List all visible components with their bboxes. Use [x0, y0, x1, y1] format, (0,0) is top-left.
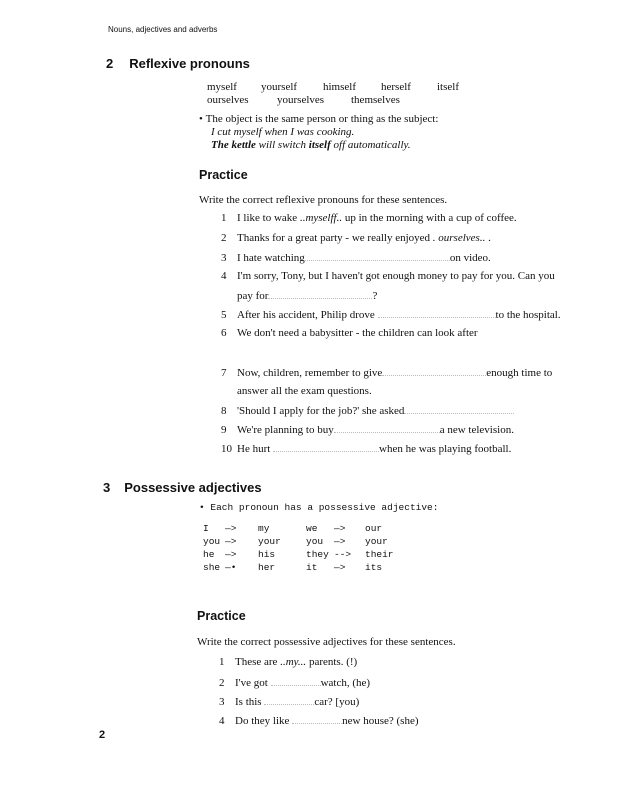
running-head: Nouns, adjectives and adverbs — [108, 25, 218, 34]
table-cell: it — [306, 562, 318, 573]
item-text: a new television. — [439, 424, 514, 436]
reflexive-pronoun-row-2 — [207, 94, 400, 106]
table-cell: its — [365, 562, 383, 573]
answer-blank[interactable] — [271, 676, 321, 686]
answer-blank[interactable] — [264, 695, 314, 705]
section-3-title: Possessive adjectives — [124, 480, 262, 495]
answer-blank[interactable] — [268, 289, 372, 299]
example-sentence-1: I cut myself when I was cooking. — [211, 126, 355, 138]
item-text: We're planning to buy — [237, 424, 334, 436]
pronoun: themselves — [351, 94, 400, 106]
table-cell: they — [306, 549, 329, 560]
item-number: 10 — [221, 443, 232, 455]
item-number: 7 — [221, 367, 227, 379]
practice-heading-2: Practice — [197, 609, 246, 623]
example-subject: The kettle — [211, 139, 256, 151]
rule-text: The object is the same person or thing as the subject: — [205, 113, 439, 125]
item-text: Is this — [235, 696, 262, 708]
answer-blank[interactable] — [305, 251, 450, 261]
exercise-item — [219, 714, 419, 727]
pronoun: myself — [207, 81, 237, 93]
rule-bullet — [199, 113, 438, 125]
bullet-icon: • — [199, 502, 205, 513]
exercise-item-continuation: answer all the exam questions. — [237, 385, 372, 397]
item-number: 2 — [219, 677, 225, 689]
item-number: 4 — [219, 715, 225, 727]
arrow-icon: —> — [334, 562, 346, 573]
answer-blank[interactable] — [404, 404, 514, 414]
item-text: to the hospital. — [495, 309, 561, 321]
table-cell: he — [203, 549, 215, 560]
exercise-item — [221, 251, 491, 264]
arrow-icon: —> — [225, 523, 237, 534]
table-row — [203, 536, 394, 549]
item-text: parents. (!) — [308, 656, 358, 668]
item-number: 2 — [221, 232, 227, 244]
item-number: 8 — [221, 405, 227, 417]
exercise-item — [221, 232, 491, 244]
item-text: when he was playing football. — [379, 443, 512, 455]
rule-text: Each pronoun has a possessive adjective: — [210, 502, 439, 513]
pronoun: herself — [381, 81, 411, 93]
item-text: He hurt — [237, 443, 271, 455]
table-cell: we — [306, 523, 318, 534]
answer-blank[interactable] — [378, 308, 496, 318]
item-text: on video. — [449, 252, 491, 264]
table-cell: your — [365, 536, 388, 547]
table-row — [203, 549, 394, 562]
answer-blank[interactable] — [334, 423, 440, 433]
exercise-item — [221, 308, 561, 321]
section-2-heading — [106, 56, 250, 71]
exercise-item — [219, 656, 357, 668]
item-number: 1 — [221, 212, 227, 224]
exercise-item — [219, 695, 359, 708]
answer-example: ..myselff.. — [299, 212, 343, 224]
example-pronoun: itself — [308, 139, 331, 151]
item-text: I've got — [235, 677, 268, 689]
item-text: watch, (he) — [320, 677, 371, 689]
table-cell: your — [258, 536, 281, 547]
item-text: I like to wake — [237, 212, 298, 224]
item-text: Thanks for a great party - we really enjoyed — [237, 232, 431, 244]
table-row — [203, 523, 394, 536]
item-number: 9 — [221, 424, 227, 436]
example-rest: off automatically. — [333, 139, 411, 151]
pronoun: yourselves — [277, 94, 325, 106]
example-verb: will switch — [258, 139, 307, 151]
answer-example: . ourselves.. — [432, 232, 486, 244]
bullet-icon: • — [199, 113, 203, 125]
item-number: 3 — [219, 696, 225, 708]
item-number: 5 — [221, 309, 227, 321]
pronoun: yourself — [261, 81, 298, 93]
table-cell: her — [258, 562, 276, 573]
item-number: 6 — [221, 327, 227, 339]
pronoun: himself — [323, 81, 356, 93]
item-text: These are — [235, 656, 278, 668]
example-sentence-2 — [211, 139, 411, 151]
item-number: 1 — [219, 656, 225, 668]
item-text: car? [you) — [314, 696, 360, 708]
table-cell: you — [306, 536, 324, 547]
section-3-number: 3 — [103, 480, 111, 495]
practice-instruction-2: Write the correct possessive adjectives for these sentences. — [197, 636, 456, 648]
exercise-item — [219, 676, 370, 689]
exercise-item — [221, 366, 552, 379]
item-text: After his accident, Philip drove — [237, 309, 375, 321]
table-cell: I — [203, 523, 209, 534]
section-2-number: 2 — [106, 56, 114, 71]
possessive-bullet — [199, 502, 438, 513]
exercise-item — [221, 212, 517, 224]
item-text: Now, children, remember to give — [237, 367, 383, 379]
table-cell: their — [365, 549, 394, 560]
answer-example: ..my... — [280, 656, 307, 668]
answer-blank[interactable] — [273, 442, 379, 452]
item-text: up in the morning with a cup of coffee. — [344, 212, 517, 224]
item-text: new house? (she) — [342, 715, 419, 727]
possessive-table — [203, 523, 394, 575]
item-text: . — [488, 232, 491, 244]
item-text: pay for — [237, 290, 269, 302]
table-cell: you — [203, 536, 221, 547]
exercise-item — [221, 423, 514, 436]
item-number: 3 — [221, 252, 227, 264]
arrow-icon: —> — [334, 536, 346, 547]
practice-heading-1: Practice — [199, 168, 248, 182]
table-row — [203, 562, 394, 575]
item-text: 'Should I apply for the job?' she asked — [237, 405, 405, 417]
table-cell: she — [203, 562, 221, 573]
exercise-item — [221, 327, 478, 339]
pronoun: ourselves — [207, 94, 249, 106]
exercise-item — [221, 404, 514, 417]
item-text: enough time to — [486, 367, 553, 379]
pronoun: itself — [437, 81, 459, 93]
exercise-item — [221, 270, 555, 282]
arrow-icon: —> — [334, 523, 346, 534]
practice-instruction-1: Write the correct reflexive pronouns for these sentences. — [199, 194, 448, 206]
exercise-item — [221, 442, 511, 455]
answer-blank[interactable] — [382, 366, 486, 376]
item-text: ? — [372, 290, 378, 302]
item-text: I'm sorry, Tony, but I haven't got enough money to pay for you. Can you — [237, 270, 555, 282]
exercise-item-continuation — [237, 289, 377, 302]
arrow-icon: —> — [225, 549, 237, 560]
arrow-icon: --> — [334, 549, 352, 560]
item-text: Do they like — [235, 715, 290, 727]
table-cell: his — [258, 549, 276, 560]
arrow-icon: —> — [225, 536, 237, 547]
answer-blank[interactable] — [292, 714, 342, 724]
table-cell: our — [365, 523, 383, 534]
reflexive-pronoun-row-1 — [207, 81, 459, 93]
section-3-heading — [103, 480, 262, 495]
arrow-icon: —• — [225, 562, 237, 573]
item-text: We don't need a babysitter - the children can look after — [237, 327, 478, 339]
section-2-title: Reflexive pronouns — [129, 56, 250, 71]
page-number: 2 — [99, 729, 106, 741]
table-cell: my — [258, 523, 270, 534]
item-number: 4 — [221, 270, 227, 282]
item-text: I hate watching — [237, 252, 305, 264]
